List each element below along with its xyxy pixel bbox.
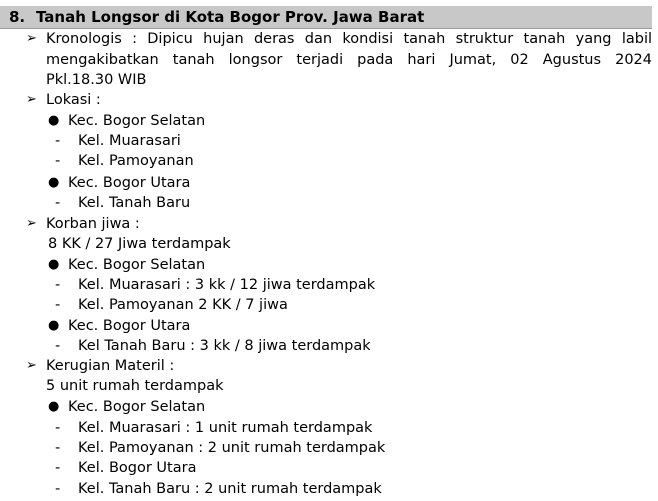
dash-marker: - — [55, 297, 61, 313]
kerugian-kel-label: Kel. Bogor Utara — [78, 460, 197, 476]
kerugian-summary: 5 unit rumah terdampak — [46, 378, 224, 394]
kronologis-line-3: Pkl.18.30 WIB — [46, 72, 147, 88]
dash-marker: - — [55, 420, 61, 436]
kronologis-paragraph — [46, 29, 652, 91]
korban-kec-2-label: Kec. Bogor Utara — [68, 318, 191, 334]
bullet-icon: ● — [48, 175, 60, 190]
dash-marker: - — [55, 460, 61, 476]
kerugian-kel-label: Kel. Muarasari : 1 unit rumah terdampak — [78, 420, 373, 436]
lokasi-kec-1-label: Kec. Bogor Selatan — [68, 113, 206, 129]
dash-marker: - — [55, 133, 61, 149]
lokasi-kel-label: Kel. Muarasari — [78, 133, 181, 149]
korban-kel-label: Kel Tanah Baru : 3 kk / 8 jiwa terdampak — [78, 338, 371, 354]
kerugian-kec-1-label: Kec. Bogor Selatan — [68, 399, 206, 415]
korban-kel-label: Kel. Muarasari : 3 kk / 12 jiwa terdampak — [78, 277, 376, 293]
arrow-bullet-icon: ➢ — [26, 92, 37, 107]
lokasi-kel-label: Kel. Pamoyanan — [78, 153, 194, 169]
lokasi-label: Lokasi : — [46, 92, 101, 108]
kerugian-kel-label: Kel. Pamoyanan : 2 unit rumah terdampak — [78, 440, 386, 456]
bullet-icon: ● — [48, 257, 60, 272]
arrow-bullet-icon: ➢ — [26, 216, 37, 231]
korban-kel-label: Kel. Pamoyanan 2 KK / 7 jiwa — [78, 297, 288, 313]
kerugian-kel-label: Kel. Tanah Baru : 2 unit rumah terdampak — [78, 481, 382, 497]
korban-kec-1-label: Kec. Bogor Selatan — [68, 257, 206, 273]
kronologis-line-2: mengakibatkan tanah longsor terjadi pada hari Jumat, 02 Agustus 2024 — [46, 51, 652, 68]
kerugian-label: Kerugian Materil : — [46, 358, 175, 374]
bullet-icon: ● — [48, 113, 60, 128]
bullet-icon: ● — [48, 318, 60, 333]
dash-marker: - — [55, 481, 61, 497]
bullet-icon: ● — [48, 399, 60, 414]
arrow-bullet-icon: ➢ — [26, 358, 37, 373]
dash-marker: - — [55, 338, 61, 354]
dash-marker: - — [55, 153, 61, 169]
arrow-bullet-icon: ➢ — [26, 31, 37, 46]
section-title: Tanah Longsor di Kota Bogor Prov. Jawa Barat — [36, 8, 425, 26]
dash-marker: - — [55, 440, 61, 456]
dash-marker: - — [55, 277, 61, 293]
dash-marker: - — [55, 195, 61, 211]
lokasi-kec-2-label: Kec. Bogor Utara — [68, 175, 191, 191]
korban-label: Korban jiwa : — [46, 216, 140, 232]
lokasi-kel-label: Kel. Tanah Baru — [78, 195, 191, 211]
kronologis-line-1: Kronologis : Dipicu hujan deras dan kondisi tanah struktur tanah yang labil — [46, 31, 652, 47]
section-header — [0, 6, 652, 29]
korban-summary: 8 KK / 27 Jiwa terdampak — [48, 236, 231, 252]
section-number: 8. — [9, 8, 26, 26]
